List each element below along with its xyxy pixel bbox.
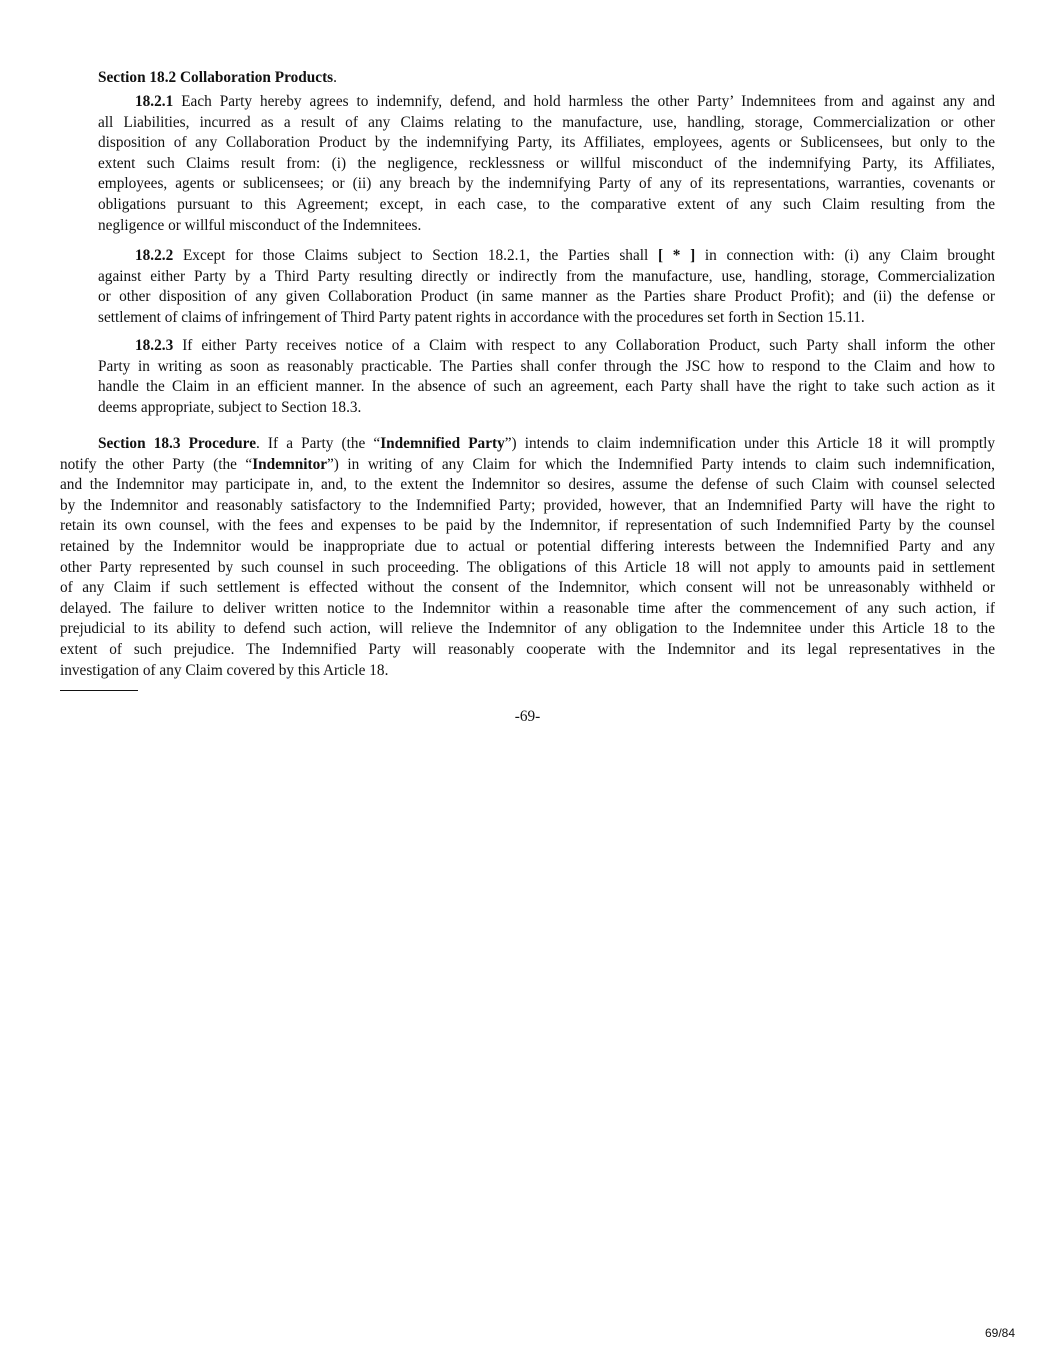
text-run: delayed. The failure to deliver written notice to the Indemnitor within a reasonable time after the commencement of any such action, if	[60, 599, 995, 617]
text-run: retained by the Indemnitor would be inappropriate due to actual or potential differing interests between the Indemnified Party and any	[60, 538, 995, 555]
page-counter: 69/84	[984, 1326, 1015, 1340]
text-run: prejudicial to its ability to defend such action, will relieve the Indemnitor of any obligation to the Indemnitee under this Article 18 to the	[60, 620, 995, 638]
text-run: of any Claim if such settlement is effected without the consent of the Indemnitor, which consent will not be unreasonably withheld or	[60, 579, 995, 597]
text-line	[98, 68, 995, 88]
text-line	[60, 537, 995, 557]
text-run: extent such Claims result from: (i) the negligence, recklessness or willful misconduct of the indemnifying Party, its Affiliates,	[98, 154, 995, 172]
text-run: retain its own counsel, with the fees and expenses to be paid by the Indemnitor, if representation of such Indemnified Party by the counsel	[60, 517, 995, 535]
text-run: by the Indemnitor and reasonably satisfactory to the Indemnified Party; provided, however, that an Indemnified Party will have the right to	[60, 496, 995, 514]
text-line	[98, 113, 995, 133]
text-run: or other disposition of any given Collaboration Product (in same manner as the Parties share Product Profit); and (ii) the defense or	[98, 288, 995, 306]
text-line	[135, 92, 995, 112]
text-line	[98, 398, 995, 418]
text-run: disposition of any Collaboration Product by the indemnifying Party, its Affiliates, employees, agents or Sublicensees, but only to the	[98, 134, 995, 152]
text-line	[135, 246, 995, 266]
text-run: negligence or willful misconduct of the Indemnitees.	[98, 216, 422, 234]
text-line	[98, 357, 995, 377]
bold-text: 18.2.1	[135, 93, 174, 110]
text-line	[60, 661, 995, 681]
text-line	[98, 434, 995, 454]
bold-text: Indemnitor	[252, 455, 328, 473]
text-line	[98, 174, 995, 194]
text-line	[60, 558, 995, 578]
text-run: Party in writing as soon as reasonably practicable. The Parties shall confer through the JSC how to respond to the Claim and how to	[98, 357, 995, 375]
text-line	[60, 640, 995, 660]
text-run: . If a Party (the “	[255, 435, 381, 452]
bold-text: [ * ]	[657, 247, 696, 264]
text-run: settlement of claims of infringement of Third Party patent rights in accordance with the procedures set forth in Section 15.11.	[98, 308, 865, 326]
bold-text: Section 18.3 Procedure	[98, 435, 256, 452]
text-run: other Party represented by such counsel in such proceeding. The obligations of this Article 18 will not apply to amounts paid in settlement	[60, 558, 995, 576]
text-line	[98, 195, 995, 215]
text-run: extent of such prejudice. The Indemnified Party will reasonably cooperate with the Indemnitor and its legal representatives in the	[60, 641, 995, 658]
text-run: handle the Claim in an efficient manner. In the absence of such an agreement, each Party shall have the right to take such action as it	[98, 378, 995, 396]
text-line	[60, 496, 995, 516]
text-line	[135, 336, 995, 356]
text-run: investigation of any Claim covered by this Article 18.	[60, 661, 389, 679]
text-line	[98, 133, 995, 153]
page-number: -69-	[514, 708, 541, 725]
text-run: against either Party by a Third Party resulting directly or indirectly from the manufacture, use, handling, storage, Commercialization	[98, 267, 995, 285]
text-run: notify the other Party (the “	[60, 455, 253, 473]
text-run: Except for those Claims subject to Section 18.2.1, the Parties shall	[173, 247, 658, 264]
text-run: Each Party hereby agrees to indemnify, defend, and hold harmless the other Party’ Indemnitees from and against any and	[173, 93, 995, 110]
text-line	[60, 455, 995, 475]
footnote-rule	[60, 690, 138, 691]
bold-text: Indemnified Party	[380, 435, 505, 452]
text-run: obligations pursuant to this Agreement; except, in each case, to the comparative extent of any such Claim resulting from the	[98, 196, 995, 213]
text-run: .	[333, 69, 337, 86]
text-line	[60, 599, 995, 619]
text-line	[60, 619, 995, 639]
text-line	[60, 475, 995, 495]
text-run: ”) intends to claim indemnification under this Article 18 it will promptly	[504, 435, 995, 452]
text-line	[60, 516, 995, 536]
text-line	[98, 308, 995, 328]
text-run: in connection with: (i) any Claim brought	[695, 247, 995, 264]
text-run: If either Party receives notice of a Claim with respect to any Collaboration Product, such Party shall inform the other	[173, 337, 995, 354]
text-line	[98, 287, 995, 307]
bold-text: Section 18.2 Collaboration Products	[98, 69, 334, 86]
text-run: and the Indemnitor may participate in, and, to the extent the Indemnitor so desires, assume the defense of such Claim with counsel selected	[60, 476, 995, 494]
text-run: deems appropriate, subject to Section 18.3.	[98, 398, 362, 416]
bold-text: 18.2.2	[135, 247, 174, 264]
text-run: employees, agents or sublicensees; or (ii) any breach by the indemnifying Party of any of its representations, warranties, covenants or	[98, 175, 995, 193]
bold-text: 18.2.3	[135, 337, 174, 354]
text-line	[98, 377, 995, 397]
text-line	[98, 267, 995, 287]
text-line	[98, 154, 995, 174]
text-line	[98, 216, 995, 236]
text-run: ”) in writing of any Claim for which the Indemnified Party intends to claim such indemnification,	[327, 455, 996, 473]
text-run: all Liabilities, incurred as a result of any Claims relating to the manufacture, use, handling, storage, Commercialization or other	[98, 113, 995, 131]
text-line	[60, 578, 995, 598]
